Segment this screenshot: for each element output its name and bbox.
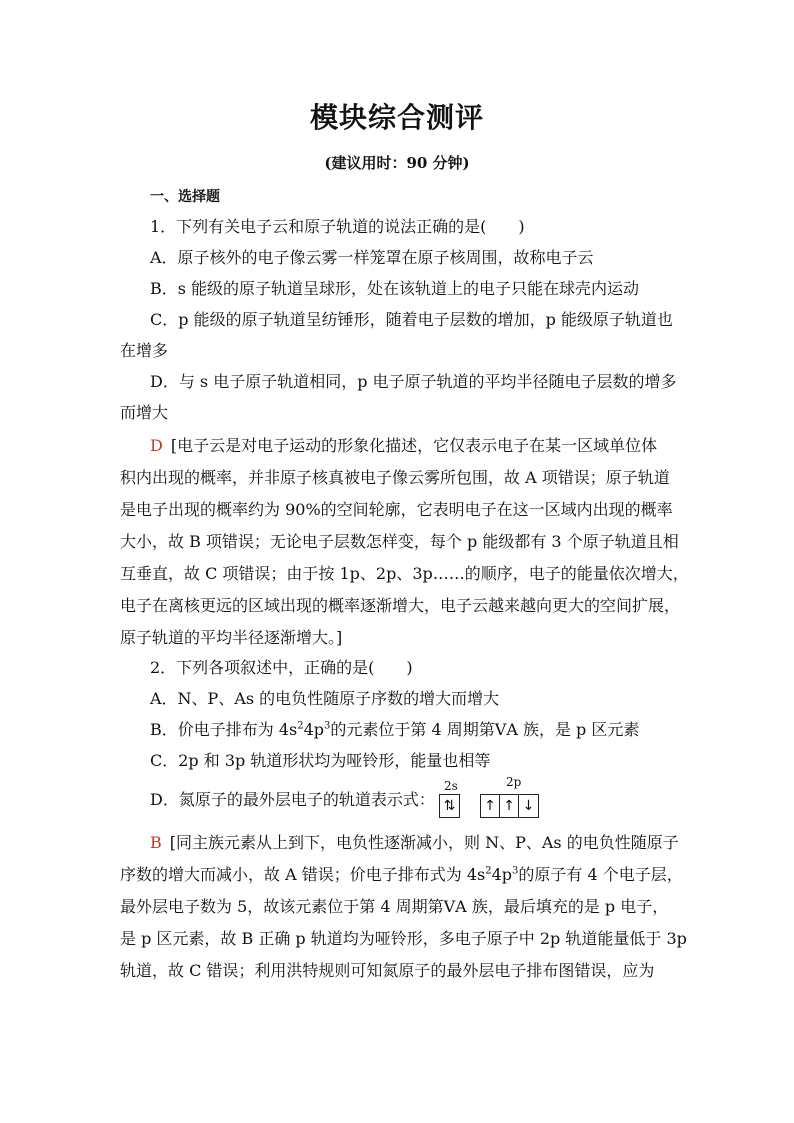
q2-option-c: C．2p 和 3p 轨道形状均为哑铃形，能量也相等 [150,751,491,770]
orbital-box-2p [480,794,539,818]
orbital-box-2s [439,794,460,818]
q2-stem: 2．下列各项叙述中，正确的是( ) [150,658,413,677]
q2-explanation-line: B [同主族元素从上到下，电负性逐渐减小，则 N、P、As 的电负性随原子 [150,833,679,852]
q1-explanation-line: 积内出现的概率，并非原子核真被电子像云雾所包围，故 A 项错误；原子轨道 [120,468,670,487]
q2-explanation-line: 最外层电子数为 5，故该元素位于第 4 周期第ⅤA 族，最后填充的是 p 电子， [120,897,669,916]
q1-option-d-cont: 而增大 [120,403,169,422]
orbital-cell: ⇅ [443,798,456,814]
q2-option-d: D．氮原子的最外层电子的轨道表示式： [150,790,435,809]
suggested-time: (建议用时：90 分钟) [324,154,470,172]
q1-stem: 1．下列有关电子云和原子轨道的说法正确的是( ) [150,217,525,236]
q2-option-b: B．价电子排布为 $4s^24p^3$的元素位于第 4 周期第ⅤA 族，是 p 区元素 [150,720,640,739]
q1-explanation-line: 互垂直，故 C 项错误；由于按 1p、2p、3p……的顺序，电子的能量依次增大， [120,564,689,583]
q2-answer: B [150,833,162,852]
q1-answer: D [150,436,163,455]
q1-explanation-line: D [电子云是对电子运动的形象化描述，它仅表示电子在某一区域单位体 [150,436,658,455]
page-title: 模块综合测评 [309,101,484,134]
q1-option-c: C．p 能级的原子轨道呈纺锤形，随着电子层数的增加，p 能级原子轨道也 [150,310,673,329]
q1-option-c-cont: 在增多 [120,341,169,360]
q2-explanation-line: 序数的增大而减小，故 A 错误；价电子排布式为 $4s^24p^3$的原子有 4 个电子层， [120,865,683,884]
orbital-2p-label: 2p [506,775,522,789]
q2-explanation-line: 是 p 区元素，故 B 正确 p 轨道均为哑铃形，多电子原子中 2p 轨道能量低于 3p [120,929,687,948]
q1-option-b: B．s 能级的原子轨道呈球形，处在该轨道上的电子只能在球壳内运动 [150,279,640,298]
orbital-cell: ↑ [500,795,519,817]
q1-explanation-line: 大小，故 B 项错误；无论电子层数怎样变，每个 p 能级都有 3 个原子轨道且相 [120,532,679,551]
orbital-2s-label: 2s [444,779,458,793]
q1-explanation-line: 是电子出现的概率约为 90%的空间轮廓，它表明电子在这一区域内出现的概率 [120,500,673,519]
orbital-cell: ↑ [481,795,500,817]
q1-explanation-line: 原子轨道的平均半径逐渐增大。] [120,628,343,647]
section-heading: 一、选择题 [150,189,220,205]
q1-explanation-line: 电子在离核更远的区域出现的概率逐渐增大，电子云越来越向更大的空间扩展， [120,596,681,615]
q2-option-a: A．N、P、As 的电负性随原子序数的增大而增大 [150,689,500,708]
q2-explanation-line: 轨道，故 C 错误；利用洪特规则可知氮原子的最外层电子排布图错误，应为 [120,961,655,980]
q1-option-a: A．原子核外的电子像云雾一样笼罩在原子核周围，故称电子云 [150,248,594,267]
orbital-cell: ↓ [522,798,535,814]
q1-option-d: D．与 s 电子原子轨道相同，p 电子原子轨道的平均半径随电子层数的增多 [150,372,677,391]
